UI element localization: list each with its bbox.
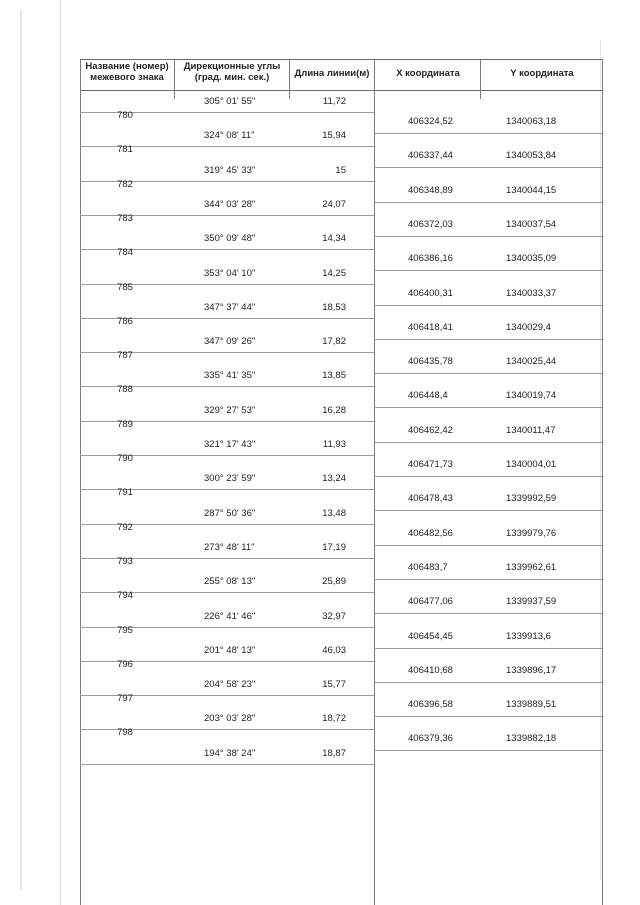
point-mark: 798: [117, 727, 133, 739]
segment-angle: 226° 41' 46": [204, 610, 256, 622]
segment-angle: 273° 48' 11": [204, 541, 255, 553]
point-x: 406454,45: [408, 630, 453, 642]
segment-length: 11,93: [322, 439, 346, 450]
point-mark: 794: [117, 590, 133, 602]
row-divider: [374, 373, 602, 374]
point-y: 1339962,61: [506, 561, 557, 573]
point-mark: 793: [117, 555, 133, 567]
segment-angle: 319° 45' 33": [204, 164, 256, 176]
point-x: 406410,68: [408, 664, 453, 676]
point-x: 406372,03: [408, 218, 453, 230]
row-divider: [374, 579, 602, 580]
row-divider: [374, 305, 602, 306]
segment-length: 32,97: [322, 610, 346, 622]
segment-angle: 350° 09' 48": [204, 233, 256, 245]
segment-length: 11,72: [322, 96, 346, 107]
point-mark: 797: [117, 693, 133, 705]
point-x: 406478,43: [408, 493, 453, 505]
segment-angle: 353° 04' 10": [204, 267, 256, 279]
point-x: 406418,41: [408, 321, 453, 333]
header-mark: Название (номер) межевого знака: [85, 61, 169, 83]
point-x: 406483,7: [408, 561, 448, 573]
header-divider: [480, 59, 481, 99]
point-mark: 785: [117, 281, 133, 293]
point-y: 1339979,76: [506, 527, 557, 539]
segment-length: 24,07: [322, 198, 346, 210]
segment-angle: 204° 58' 23": [204, 679, 256, 691]
point-x: 406379,36: [408, 733, 453, 745]
segment-angle: 300° 23' 59": [204, 473, 256, 485]
point-y: 1340011,47: [506, 424, 556, 436]
point-y: 1340019,74: [506, 390, 557, 402]
segment-angle: 255° 08' 13": [204, 576, 256, 588]
segment-length: 13,24: [322, 473, 346, 485]
segment-length: 13,85: [322, 370, 346, 382]
point-y: 1340029,4: [506, 321, 551, 333]
segment-length: 15: [335, 164, 346, 176]
segment-length: 13,48: [322, 507, 346, 519]
point-y: 1340053,84: [506, 150, 557, 162]
point-x: 406477,06: [408, 596, 453, 608]
segment-length: 16,28: [322, 404, 346, 416]
segment-angle: 305° 01' 55": [204, 96, 256, 107]
header-angle: Дирекционные углы (град. мин. сек.): [183, 61, 281, 83]
row-divider: [374, 750, 602, 751]
row-divider: [374, 133, 602, 134]
header-y: Y координата: [510, 68, 574, 79]
row-divider: [374, 270, 602, 271]
point-y: 1340037,54: [506, 218, 557, 230]
row-divider: [374, 339, 602, 340]
header-bottom-border: [80, 90, 603, 91]
point-x: 406462,42: [408, 424, 453, 436]
point-y: 1339882,18: [506, 733, 557, 745]
point-y: 1340025,44: [506, 356, 557, 368]
point-x: 406400,31: [408, 287, 453, 299]
table-top-border: [80, 59, 603, 60]
row-divider: [374, 167, 602, 168]
point-mark: 781: [117, 144, 133, 156]
point-mark: 792: [117, 521, 133, 533]
segment-angle: 335° 41' 35": [204, 370, 256, 382]
point-y: 1339889,51: [506, 699, 557, 711]
point-x: 406482,56: [408, 527, 453, 539]
point-mark: 795: [117, 624, 133, 636]
segment-angle: 203° 03' 28": [204, 713, 256, 725]
segment-length: 14,25: [322, 267, 346, 279]
point-y: 1340033,37: [506, 287, 557, 299]
row-divider: [374, 476, 602, 477]
row-divider: [374, 510, 602, 511]
scan-artifact: [600, 40, 601, 880]
point-mark: 788: [117, 384, 133, 396]
row-divider: [374, 613, 602, 614]
point-mark: 784: [117, 247, 133, 259]
point-mark: 790: [117, 453, 133, 464]
row-divider: [374, 236, 602, 237]
point-mark: 783: [117, 212, 133, 224]
segment-length: 25,89: [322, 576, 346, 588]
point-mark: 786: [117, 315, 133, 327]
row-divider: [374, 202, 602, 203]
segment-length: 18,72: [322, 713, 346, 725]
segment-length: 17,19: [322, 541, 346, 553]
segment-length: 18,53: [322, 301, 346, 313]
point-mark: 780: [117, 110, 133, 121]
segment-angle: 347° 37' 44": [204, 301, 256, 313]
segment-angle: 324° 08' 11": [204, 130, 255, 142]
point-y: 1339992,59: [506, 493, 557, 505]
point-x: 406337,44: [408, 150, 453, 162]
point-mark: 787: [117, 350, 133, 362]
point-mark: 796: [117, 658, 133, 670]
segment-length: 14,34: [322, 233, 346, 245]
table-right-border: [602, 59, 603, 905]
point-y: 1339937,59: [506, 596, 557, 608]
point-x: 406435,78: [408, 356, 453, 368]
point-x: 406386,16: [408, 253, 453, 265]
row-divider: [374, 545, 602, 546]
segment-angle: 344° 03' 28": [204, 198, 256, 210]
column-divider: [374, 59, 375, 905]
row-divider: [374, 407, 602, 408]
row-divider: [80, 764, 374, 765]
header-x: X координата: [396, 68, 460, 79]
point-y: 1339896,17: [506, 664, 557, 676]
segment-angle: 194° 38' 24": [204, 747, 256, 759]
point-x: 406348,89: [408, 184, 453, 196]
point-y: 1340044,15: [506, 184, 557, 196]
point-y: 1340004,01: [506, 459, 557, 470]
segment-angle: 201° 48' 13": [204, 644, 256, 656]
segment-length: 15,94: [322, 130, 346, 142]
point-mark: 791: [117, 487, 133, 499]
point-x: 406396,58: [408, 699, 453, 711]
point-x: 406448,4: [408, 390, 448, 402]
row-divider: [374, 442, 602, 443]
point-y: 1340063,18: [506, 116, 557, 127]
scan-artifact: [20, 10, 22, 890]
point-x: 406324,52: [408, 116, 453, 127]
segment-angle: 347° 09' 26": [204, 336, 256, 348]
segment-length: 46,03: [322, 644, 346, 656]
segment-length: 17,82: [322, 336, 346, 348]
row-divider: [374, 648, 602, 649]
point-x: 406471,73: [408, 459, 453, 470]
segment-length: 15,77: [322, 679, 346, 691]
header-divider: [174, 59, 175, 99]
segment-length: 18,87: [322, 747, 346, 759]
point-y: 1339913,6: [506, 630, 551, 642]
segment-angle: 329° 27' 53": [204, 404, 256, 416]
scan-artifact: [60, 0, 61, 905]
row-divider: [374, 716, 602, 717]
point-y: 1340035,09: [506, 253, 557, 265]
segment-angle: 321° 17' 43": [204, 439, 256, 450]
point-mark: 782: [117, 178, 133, 190]
row-divider: [374, 682, 602, 683]
segment-angle: 287° 50' 36": [204, 507, 256, 519]
point-mark: 789: [117, 418, 133, 430]
header-divider: [289, 59, 290, 99]
header-length: Длина линии(м): [294, 68, 370, 79]
